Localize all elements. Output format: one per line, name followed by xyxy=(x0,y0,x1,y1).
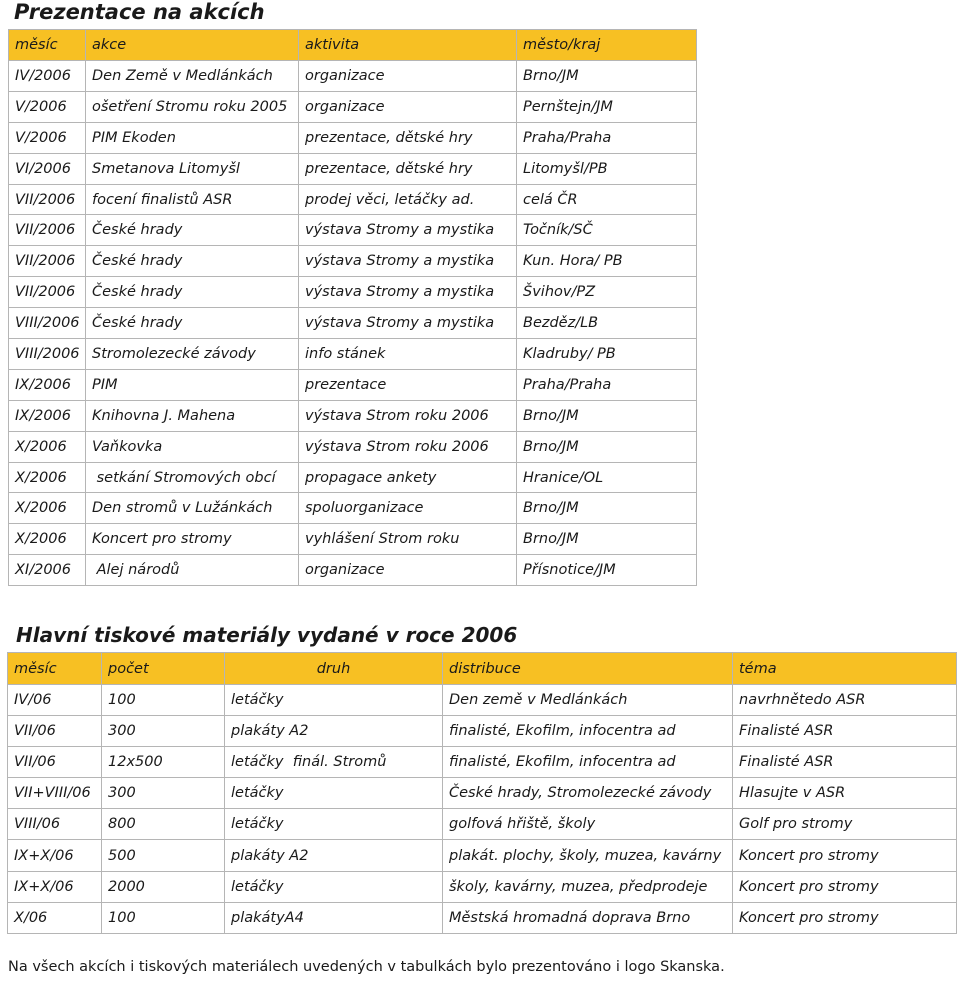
table-row xyxy=(8,902,957,933)
cell-mesic: X/06 xyxy=(8,902,102,933)
cell-akce: focení finalistů ASR xyxy=(86,184,299,215)
section2-title: Hlavní tiskové materiály vydané v roce 2006 xyxy=(16,623,518,647)
cell-akce: České hrady xyxy=(86,215,299,246)
header-pocet: počet xyxy=(102,653,225,685)
cell-mesto-kraj: Litomyšl/PB xyxy=(517,153,697,184)
cell-tema: navrhnětedo ASR xyxy=(733,685,957,716)
cell-akce: PIM Ekoden xyxy=(86,122,299,153)
cell-mesic: IX+X/06 xyxy=(8,840,102,871)
table-row xyxy=(8,685,957,716)
cell-mesto-kraj: Brno/JM xyxy=(517,400,697,431)
cell-aktivita: výstava Stromy a mystika xyxy=(299,277,517,308)
cell-druh: letáčky finál. Stromů xyxy=(225,747,443,778)
cell-mesic: X/2006 xyxy=(9,493,86,524)
cell-mesic: V/2006 xyxy=(9,91,86,122)
cell-mesic: XI/2006 xyxy=(9,555,86,586)
table-row xyxy=(9,184,697,215)
cell-tema: Finalisté ASR xyxy=(733,716,957,747)
cell-akce: Den stromů v Lužánkách xyxy=(86,493,299,524)
cell-aktivita: výstava Stromy a mystika xyxy=(299,246,517,277)
cell-mesic: VIII/2006 xyxy=(9,308,86,339)
section1-title: Prezentace na akcích xyxy=(14,0,265,24)
cell-mesic: X/2006 xyxy=(9,462,86,493)
cell-tema: Koncert pro stromy xyxy=(733,871,957,902)
header-mesic: měsíc xyxy=(9,30,86,61)
materials-table xyxy=(7,652,957,934)
cell-akce: PIM xyxy=(86,369,299,400)
cell-pocet: 100 xyxy=(102,902,225,933)
table-row xyxy=(9,153,697,184)
cell-akce: České hrady xyxy=(86,308,299,339)
cell-tema: Koncert pro stromy xyxy=(733,840,957,871)
cell-druh: plakáty A2 xyxy=(225,716,443,747)
table-row xyxy=(9,308,697,339)
cell-akce: ošetření Stromu roku 2005 xyxy=(86,91,299,122)
cell-mesic: IV/06 xyxy=(8,685,102,716)
table-row xyxy=(8,716,957,747)
cell-tema: Hlasujte v ASR xyxy=(733,778,957,809)
cell-mesic: VIII/06 xyxy=(8,809,102,840)
events-header-row xyxy=(9,30,697,61)
cell-aktivita: prezentace, dětské hry xyxy=(299,153,517,184)
table-row xyxy=(8,871,957,902)
cell-aktivita: info stánek xyxy=(299,339,517,370)
table-row xyxy=(9,555,697,586)
cell-pocet: 300 xyxy=(102,716,225,747)
table-row xyxy=(9,339,697,370)
cell-mesto-kraj: Praha/Praha xyxy=(517,369,697,400)
cell-mesic: V/2006 xyxy=(9,122,86,153)
cell-akce: Smetanova Litomyšl xyxy=(86,153,299,184)
cell-mesto-kraj: Točník/SČ xyxy=(517,215,697,246)
cell-distribuce: finalisté, Ekofilm, infocentra ad xyxy=(443,747,733,778)
table-row xyxy=(8,747,957,778)
cell-pocet: 800 xyxy=(102,809,225,840)
cell-mesto-kraj: Hranice/OL xyxy=(517,462,697,493)
cell-mesic: VII/2006 xyxy=(9,277,86,308)
cell-druh: letáčky xyxy=(225,871,443,902)
table-row xyxy=(9,91,697,122)
cell-mesic: VII/06 xyxy=(8,716,102,747)
cell-aktivita: výstava Strom roku 2006 xyxy=(299,400,517,431)
cell-aktivita: prezentace, dětské hry xyxy=(299,122,517,153)
cell-pocet: 100 xyxy=(102,685,225,716)
cell-akce: Alej národů xyxy=(86,555,299,586)
cell-mesto-kraj: Praha/Praha xyxy=(517,122,697,153)
cell-mesto-kraj: Pernštejn/JM xyxy=(517,91,697,122)
cell-akce: Koncert pro stromy xyxy=(86,524,299,555)
cell-mesto-kraj: Kun. Hora/ PB xyxy=(517,246,697,277)
events-table xyxy=(8,29,697,586)
cell-mesto-kraj: Brno/JM xyxy=(517,61,697,92)
cell-tema: Finalisté ASR xyxy=(733,747,957,778)
cell-mesto-kraj: Švihov/PZ xyxy=(517,277,697,308)
cell-mesic: X/2006 xyxy=(9,431,86,462)
cell-mesic: VIII/2006 xyxy=(9,339,86,370)
cell-pocet: 2000 xyxy=(102,871,225,902)
header-mesic: měsíc xyxy=(8,653,102,685)
cell-druh: letáčky xyxy=(225,809,443,840)
table-row xyxy=(9,493,697,524)
cell-akce: setkání Stromových obcí xyxy=(86,462,299,493)
cell-akce: Vaňkovka xyxy=(86,431,299,462)
cell-aktivita: prodej věci, letáčky ad. xyxy=(299,184,517,215)
cell-tema: Golf pro stromy xyxy=(733,809,957,840)
cell-druh: plakátyA4 xyxy=(225,902,443,933)
footer-note: Na všech akcích i tiskových materiálech uvedených v tabulkách bylo prezentováno i logo Skanska. xyxy=(8,959,725,975)
cell-mesic: X/2006 xyxy=(9,524,86,555)
cell-mesic: VII/2006 xyxy=(9,215,86,246)
header-akce: akce xyxy=(86,30,299,61)
cell-mesic: VII/2006 xyxy=(9,246,86,277)
table-row xyxy=(8,809,957,840)
cell-distribuce: školy, kavárny, muzea, předprodeje xyxy=(443,871,733,902)
table-row xyxy=(9,524,697,555)
cell-mesic: IV/2006 xyxy=(9,61,86,92)
table-row xyxy=(9,400,697,431)
table-row xyxy=(9,215,697,246)
cell-mesto-kraj: celá ČR xyxy=(517,184,697,215)
cell-pocet: 12x500 xyxy=(102,747,225,778)
cell-mesto-kraj: Kladruby/ PB xyxy=(517,339,697,370)
cell-druh: letáčky xyxy=(225,778,443,809)
cell-mesto-kraj: Brno/JM xyxy=(517,524,697,555)
cell-akce: České hrady xyxy=(86,246,299,277)
cell-distribuce: plakát. plochy, školy, muzea, kavárny xyxy=(443,840,733,871)
cell-aktivita: organizace xyxy=(299,61,517,92)
cell-akce: České hrady xyxy=(86,277,299,308)
table-row xyxy=(8,778,957,809)
cell-aktivita: propagace ankety xyxy=(299,462,517,493)
cell-akce: Den Země v Medlánkách xyxy=(86,61,299,92)
cell-aktivita: výstava Stromy a mystika xyxy=(299,308,517,339)
cell-aktivita: organizace xyxy=(299,91,517,122)
cell-mesto-kraj: Bezděz/LB xyxy=(517,308,697,339)
table-row xyxy=(9,61,697,92)
cell-aktivita: organizace xyxy=(299,555,517,586)
cell-akce: Stromolezecké závody xyxy=(86,339,299,370)
table-row xyxy=(9,369,697,400)
cell-mesic: VII/06 xyxy=(8,747,102,778)
cell-mesto-kraj: Brno/JM xyxy=(517,431,697,462)
cell-akce: Knihovna J. Mahena xyxy=(86,400,299,431)
table-row xyxy=(9,462,697,493)
table-row xyxy=(9,246,697,277)
table-row xyxy=(9,431,697,462)
cell-druh: plakáty A2 xyxy=(225,840,443,871)
cell-druh: letáčky xyxy=(225,685,443,716)
table-row xyxy=(9,277,697,308)
cell-distribuce: České hrady, Stromolezecké závody xyxy=(443,778,733,809)
cell-aktivita: prezentace xyxy=(299,369,517,400)
header-druh: druh xyxy=(225,653,443,685)
cell-tema: Koncert pro stromy xyxy=(733,902,957,933)
cell-mesic: VI/2006 xyxy=(9,153,86,184)
cell-mesic: IX/2006 xyxy=(9,369,86,400)
cell-mesto-kraj: Brno/JM xyxy=(517,493,697,524)
header-tema: téma xyxy=(733,653,957,685)
cell-mesic: VII/2006 xyxy=(9,184,86,215)
cell-aktivita: vyhlášení Strom roku xyxy=(299,524,517,555)
header-distribuce: distribuce xyxy=(443,653,733,685)
cell-mesto-kraj: Přísnotice/JM xyxy=(517,555,697,586)
cell-mesic: IX/2006 xyxy=(9,400,86,431)
cell-aktivita: spoluorganizace xyxy=(299,493,517,524)
table-row xyxy=(8,840,957,871)
cell-distribuce: Městská hromadná doprava Brno xyxy=(443,902,733,933)
cell-aktivita: výstava Stromy a mystika xyxy=(299,215,517,246)
header-aktivita: aktivita xyxy=(299,30,517,61)
cell-pocet: 500 xyxy=(102,840,225,871)
header-mesto-kraj: město/kraj xyxy=(517,30,697,61)
cell-distribuce: finalisté, Ekofilm, infocentra ad xyxy=(443,716,733,747)
cell-aktivita: výstava Strom roku 2006 xyxy=(299,431,517,462)
cell-mesic: VII+VIII/06 xyxy=(8,778,102,809)
materials-header-row xyxy=(8,653,957,685)
table-row xyxy=(9,122,697,153)
cell-distribuce: Den země v Medlánkách xyxy=(443,685,733,716)
cell-distribuce: golfová hřiště, školy xyxy=(443,809,733,840)
cell-pocet: 300 xyxy=(102,778,225,809)
cell-mesic: IX+X/06 xyxy=(8,871,102,902)
